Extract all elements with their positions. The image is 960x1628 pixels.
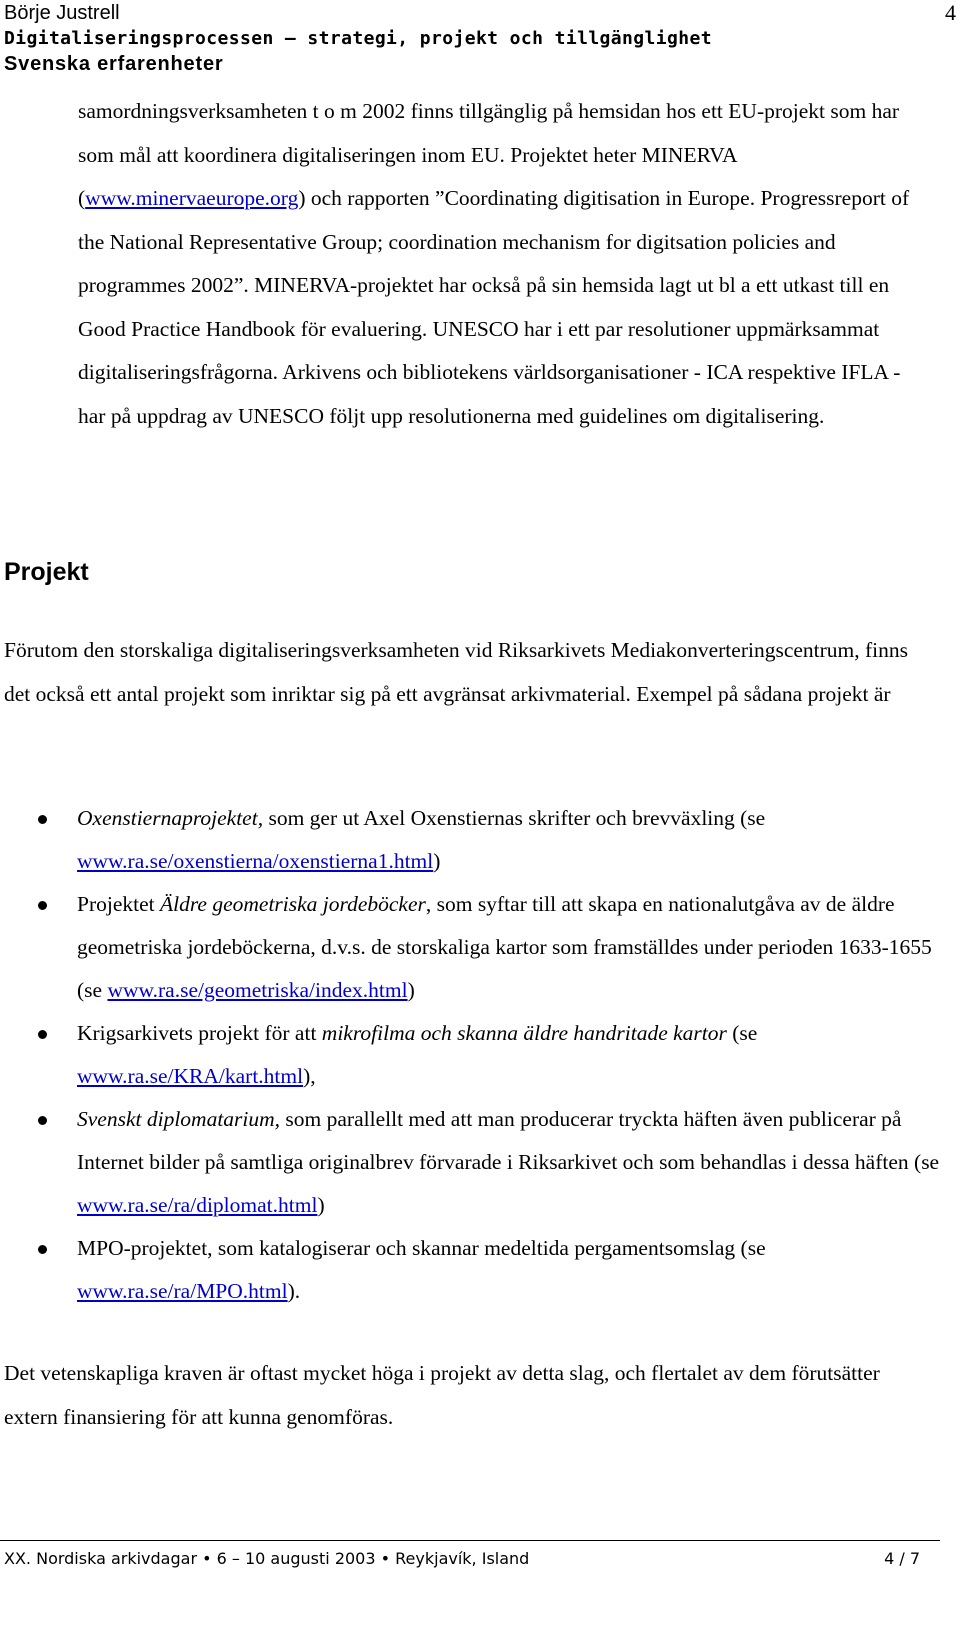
section-paragraph-1: Förutom den storskaliga digitaliseringsverksamheten vid Riksarkivets Mediakonverteringscentrum, finns det också ett antal projekt som inriktar sig på ett avgränsat arkivmaterial. Exempel på sådana projekt är [4, 638, 909, 706]
section-paragraph-2: Det vetenskapliga kraven är oftast mycket höga i projekt av detta slag, och flertalet av dem förutsätter extern finansiering för att kunna genomföras. [4, 1361, 880, 1429]
bullet-icon [38, 1245, 47, 1254]
footer-conference: XX. Nordiska arkivdagar • 6 – 10 augusti 2003 • Reykjavík, Island [4, 1549, 530, 1568]
link-geometriska[interactable]: www.ra.se/geometriska/index.html [107, 978, 408, 1002]
link-diplomat[interactable]: www.ra.se/ra/diplomat.html [77, 1193, 318, 1217]
intro-text-1: samordningsverksamheten t o m 2002 finns tillgänglig på hemsidan hos ett EU-projekt som har som mål att koordinera digitaliseringen inom EU. Projektet heter MINERVA ( [78, 99, 900, 210]
list-item: Oxenstiernaprojektet, som ger ut Axel Oxenstiernas skrifter och brevväxling (se www.ra.se/oxenstierna/oxenstierna1.html) [0, 797, 950, 883]
list-item: Svenskt diplomatarium, som parallellt med att man producerar tryckta häften även publicerar på Internet bilder på samtliga originalbrev förvarade i Riksarkivet och som behandlas i dessa häften (se www.ra.se/ra/diplomat.html) [0, 1098, 950, 1227]
link-oxenstierna[interactable]: www.ra.se/oxenstierna/oxenstierna1.html [77, 849, 434, 873]
list-item: MPO-projektet, som katalogiserar och skannar medeltida pergamentsomslag (se www.ra.se/ra/MPO.html). [0, 1227, 950, 1313]
bullet-icon [38, 1116, 47, 1125]
intro-paragraph [78, 90, 928, 438]
project-list [0, 797, 950, 1313]
intro-text-2: ) och rapporten ”Coordinating digitisation in Europe. Progressreport of the National Representative Group; coordination mechanism for digitsation policies and programmes 2002”. MINERVA-projektet har också på sin hemsida lagt ut bl a ett utkast till en Good Practice Handbook för evaluering. UNESCO har i ett par resolutioner uppmärksammat digitaliseringsfrågorna. Arkivens och bibliotekens världsorganisationer - ICA respektive IFLA - har på uppdrag av UNESCO följt upp resolutionerna med guidelines om digitalisering. [78, 186, 910, 428]
bullet-icon [38, 1030, 47, 1039]
header-author: Börje Justrell [4, 2, 120, 24]
header-page-number: 4 [945, 0, 956, 25]
bullet-icon [38, 815, 47, 824]
list-item: Krigsarkivets projekt för att mikrofilma och skanna äldre handritade kartor (se www.ra.se/KRA/kart.html), [0, 1012, 950, 1098]
footer-page-count: 4 / 7 [884, 1549, 920, 1568]
list-item: Projektet Äldre geometriska jordeböcker, som syftar till att skapa en nationalutgåva av de äldre geometriska jordeböckerna, d.v.s. de storskaliga kartor som framställdes under perioden 1633-1655 (se www.ra.se/geometriska/index.html) [0, 883, 950, 1012]
section-heading: Projekt [4, 558, 89, 586]
header-subtitle: Svenska erfarenheter [4, 53, 224, 75]
bullet-icon [38, 901, 47, 910]
header-title: Digitaliseringsprocessen – strategi, projekt och tillgänglighet [4, 28, 712, 49]
link-kra-kart[interactable]: www.ra.se/KRA/kart.html [77, 1064, 304, 1088]
page-footer [0, 1540, 940, 1601]
link-mpo[interactable]: www.ra.se/ra/MPO.html [77, 1279, 288, 1303]
link-minerva[interactable]: www.minervaeurope.org [85, 186, 299, 210]
page-header [4, 0, 956, 77]
